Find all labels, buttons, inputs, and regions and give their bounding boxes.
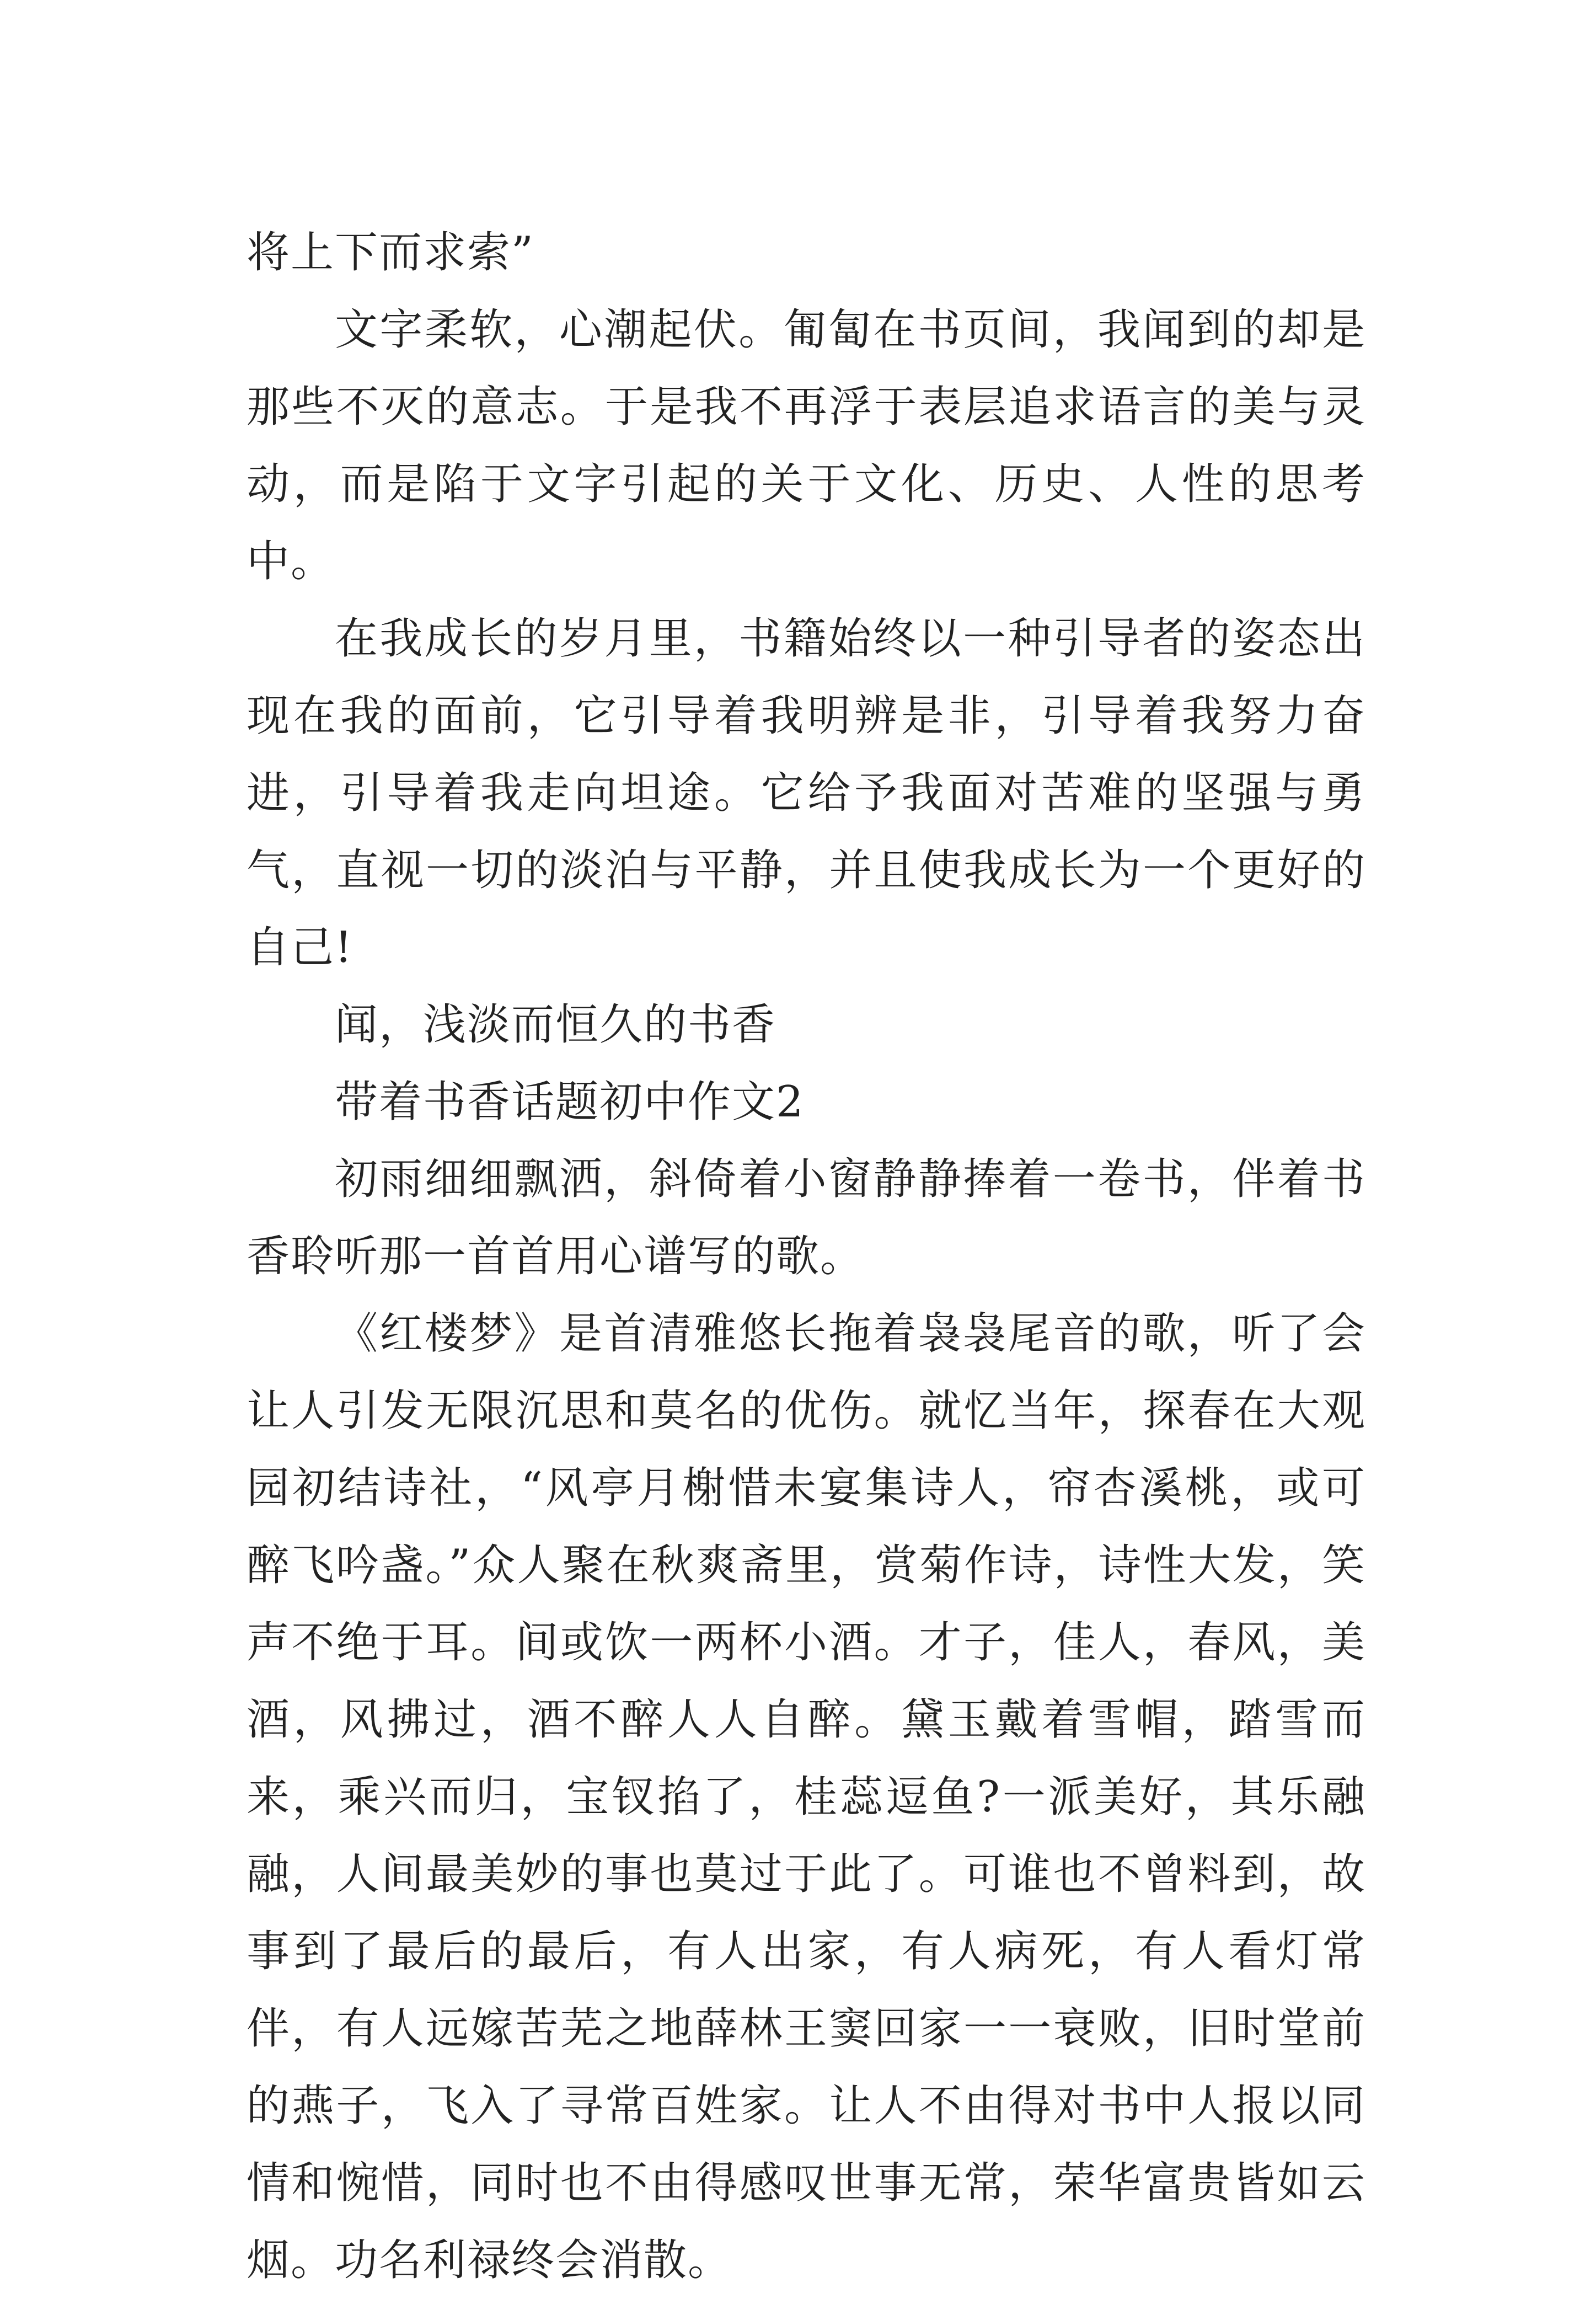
- paragraph: 在我成长的岁月里，书籍始终以一种引导者的姿态出现在我的面前，它引导着我明辨是非，引导着我努力奋进，引导着我走向坦途。它给予我面对苦难的坚强与勇气，直视一切的淡泊与平静，并且使我成长为一个更好的自己!: [247, 614, 1366, 972]
- paragraph-closing-line: 闻，浅淡而恒久的书香: [335, 1000, 776, 1050]
- document-body: [247, 214, 1366, 2299]
- paragraph-continuation: 将上下而求索”: [247, 228, 534, 277]
- paragraph: 文字柔软，心潮起伏。匍匐在书页间，我闻到的却是那些不灭的意志。于是我不再浮于表层追求语言的美与灵动，而是陷于文字引起的关于文化、历史、人性的思考中。: [247, 305, 1366, 586]
- paragraph: 初雨细细飘洒，斜倚着小窗静静捧着一卷书，伴着书香聆听那一首首用心谱写的歌。: [247, 1154, 1366, 1281]
- section-heading: 带着书香话题初中作文2: [335, 1077, 805, 1127]
- paragraph: 《红楼梦》是首清雅悠长拖着袅袅尾音的歌，听了会让人引发无限沉思和莫名的优伤。就忆当年，探春在大观园初结诗社，“风亭月榭惜未宴集诗人，帘杏溪桃，或可醉飞吟盏。”众人聚在秋爽斋里，赏菊作诗，诗性大发，笑声不绝于耳。间或饮一两杯小酒。才子，佳人，春风，美酒，风拂过，酒不醉人人自醉。黛玉戴着雪帽，踏雪而来，乘兴而归，宝钗掐了，桂蕊逗鱼?一派美好，其乐融融，人间最美妙的事也莫过于此了。可谁也不曾料到，故事到了最后的最后，有人出家，有人病死，有人看灯常伴，有人远嫁苦芜之地薛林王窦回家一一衰败，旧时堂前的燕子，飞入了寻常百姓家。让人不由得对书中人报以同情和惋惜，同时也不由得感叹世事无常，荣华富贵皆如云烟。功名利禄终会消散。: [247, 1309, 1366, 2285]
